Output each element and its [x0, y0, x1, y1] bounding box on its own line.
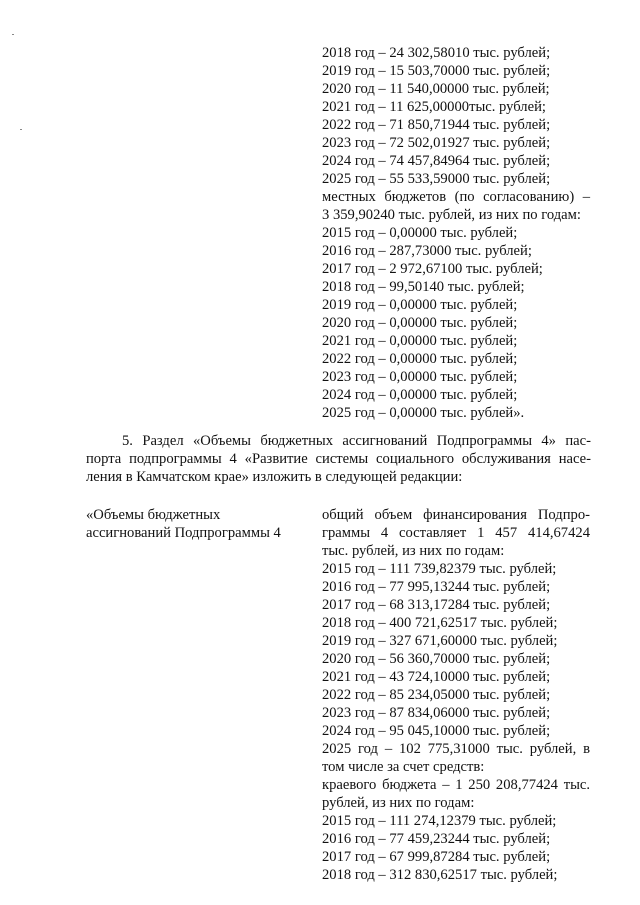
year-line: 2015 год – 111 739,82379 тыс. рублей;	[322, 561, 557, 577]
funding-sources-line: том числе за счет средств:	[322, 759, 485, 775]
year-line: 2022 год – 0,00000 тыс. рублей;	[322, 351, 518, 367]
funding-details	[322, 506, 590, 884]
paragraph-line: ления в Камчатском крае» изложить в следующей редакции:	[86, 469, 463, 485]
year-line: 2024 год – 74 457,84964 тыс. рублей;	[322, 153, 551, 169]
year-line: 2022 год – 85 234,05000 тыс. рублей;	[322, 687, 551, 703]
year-line: 2019 год – 0,00000 тыс. рублей;	[322, 297, 518, 313]
margin-mark	[12, 34, 14, 35]
total-heading: граммы 4 составляет 1 457 414,67424	[322, 525, 590, 541]
year-line: 2021 год – 43 724,10000 тыс. рублей;	[322, 669, 551, 685]
local-budget-heading: местных бюджетов (по согласованию) –	[322, 189, 590, 205]
row-label-line: ассигнований Подпрограммы 4	[86, 525, 281, 541]
top-year-list	[322, 44, 590, 422]
year-line: 2021 год – 11 625,00000тыс. рублей;	[322, 99, 546, 115]
year-line: 2022 год – 71 850,71944 тыс. рублей;	[322, 117, 551, 133]
year-line: 2017 год – 67 999,87284 тыс. рублей;	[322, 849, 551, 865]
year-line: 2017 год – 68 313,17284 тыс. рублей;	[322, 597, 551, 613]
year-line: 2020 год – 0,00000 тыс. рублей;	[322, 315, 518, 331]
year-line: 2015 год – 0,00000 тыс. рублей;	[322, 225, 518, 241]
year-line: 2019 год – 15 503,70000 тыс. рублей;	[322, 63, 551, 79]
year-line: 2016 год – 77 459,23244 тыс. рублей;	[322, 831, 551, 847]
year-line: 2023 год – 0,00000 тыс. рублей;	[322, 369, 518, 385]
local-budget-heading: 3 359,90240 тыс. рублей, из них по годам:	[322, 207, 581, 223]
year-line: 2025 год – 0,00000 тыс. рублей».	[322, 405, 525, 421]
regional-budget-heading: рублей, из них по годам:	[322, 795, 475, 811]
section-5-paragraph	[86, 432, 591, 486]
paragraph-line: 5. Раздел «Объемы бюджетных ассигнований Подпрограммы 4» пас-	[122, 433, 591, 449]
year-line: 2015 год – 111 274,12379 тыс. рублей;	[322, 813, 557, 829]
year-line: 2016 год – 287,73000 тыс. рублей;	[322, 243, 532, 259]
regional-budget-heading: краевого бюджета – 1 250 208,77424 тыс.	[322, 777, 590, 793]
year-line: 2021 год – 0,00000 тыс. рублей;	[322, 333, 518, 349]
total-heading: общий объем финансирования Подпро-	[322, 507, 590, 523]
year-line: 2020 год – 11 540,00000 тыс. рублей;	[322, 81, 550, 97]
row-label	[86, 506, 306, 542]
paragraph-line: порта подпрограммы 4 «Развитие системы социального обслуживания насе-	[86, 451, 591, 467]
year-line: 2018 год – 24 302,58010 тыс. рублей;	[322, 45, 551, 61]
year-line: 2018 год – 312 830,62517 тыс. рублей;	[322, 867, 558, 883]
year-line: 2016 год – 77 995,13244 тыс. рублей;	[322, 579, 551, 595]
year-line: 2018 год – 99,50140 тыс. рублей;	[322, 279, 525, 295]
year-line: 2017 год – 2 972,67100 тыс. рублей;	[322, 261, 543, 277]
margin-mark	[20, 129, 22, 130]
year-line: 2025 год – 102 775,31000 тыс. рублей, в	[322, 741, 590, 757]
year-line: 2024 год – 95 045,10000 тыс. рублей;	[322, 723, 551, 739]
year-line: 2018 год – 400 721,62517 тыс. рублей;	[322, 615, 558, 631]
total-heading: тыс. рублей, из них по годам:	[322, 543, 505, 559]
year-line: 2019 год – 327 671,60000 тыс. рублей;	[322, 633, 558, 649]
row-label-line: «Объемы бюджетных	[86, 507, 221, 523]
year-line: 2023 год – 72 502,01927 тыс. рублей;	[322, 135, 551, 151]
year-line: 2024 год – 0,00000 тыс. рублей;	[322, 387, 518, 403]
year-line: 2020 год – 56 360,70000 тыс. рублей;	[322, 651, 551, 667]
year-line: 2025 год – 55 533,59000 тыс. рублей;	[322, 171, 551, 187]
year-line: 2023 год – 87 834,06000 тыс. рублей;	[322, 705, 551, 721]
